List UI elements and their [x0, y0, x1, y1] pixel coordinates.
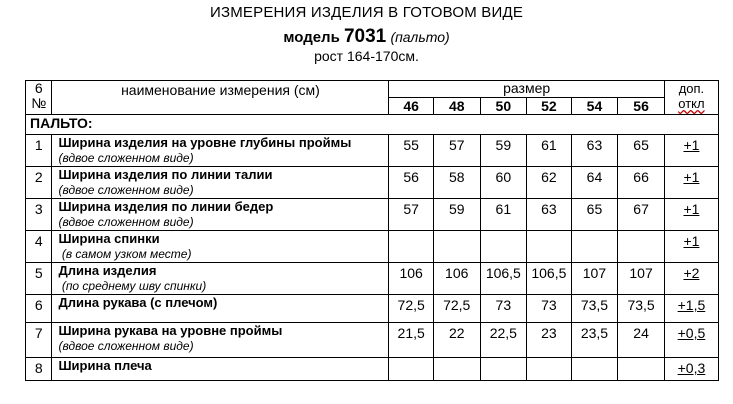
- value-cell-size-50: 61: [480, 199, 527, 231]
- measurement-name-cell: [52, 231, 389, 263]
- measurement-name-cell: [52, 167, 389, 199]
- measurement-name: Ширина изделия по линии бедер: [58, 199, 274, 214]
- header-num-bottom: №: [31, 95, 47, 111]
- header-tolerance-top: доп.: [678, 81, 705, 96]
- row-number: 3: [26, 199, 52, 231]
- tolerance-cell: [664, 167, 718, 199]
- value-cell-size-56: 67: [618, 199, 665, 231]
- tolerance-value: +1: [683, 201, 700, 217]
- value-cell-size-52: 73: [527, 295, 572, 323]
- value-cell-size-56: [618, 231, 665, 263]
- value-cell-size-54: [571, 358, 618, 381]
- size-header-52: 52: [527, 98, 572, 115]
- value-cell-size-46: 72,5: [389, 295, 434, 323]
- value-cell-size-48: 57: [433, 135, 480, 167]
- measurement-note: (вдвое сложенном виде): [58, 151, 194, 165]
- value-cell-size-50: 22,5: [480, 323, 527, 358]
- measurement-name-cell: [52, 323, 389, 358]
- measurement-note: (в самом узком месте): [58, 247, 192, 261]
- height-range: рост 164-170см.: [314, 48, 419, 64]
- value-cell-size-56: 65: [618, 135, 665, 167]
- value-cell-size-46: 21,5: [389, 323, 434, 358]
- measurement-name-cell: [52, 295, 389, 323]
- table-row: [26, 323, 719, 358]
- value-cell-size-56: 24: [618, 323, 665, 358]
- table-row: [26, 199, 719, 231]
- value-cell-size-46: 55: [389, 135, 434, 167]
- value-cell-size-56: 107: [618, 263, 665, 295]
- measurement-name: Длина изделия: [58, 263, 157, 278]
- value-cell-size-46: [389, 231, 434, 263]
- table-row: [26, 167, 719, 199]
- value-cell-size-48: 58: [433, 167, 480, 199]
- row-number: 6: [26, 295, 52, 323]
- value-cell-size-52: 62: [527, 167, 572, 199]
- value-cell-size-56: [618, 358, 665, 381]
- size-header-56: 56: [618, 98, 665, 115]
- table-row: [26, 358, 719, 381]
- value-cell-size-52: 106,5: [527, 263, 572, 295]
- value-cell-size-50: [480, 358, 527, 381]
- header-tolerance-bottom: откл: [678, 96, 705, 111]
- value-cell-size-46: 106: [389, 263, 434, 295]
- header-tolerance-cell: [664, 81, 718, 115]
- value-cell-size-50: 73: [480, 295, 527, 323]
- value-cell-size-54: 107: [571, 263, 618, 295]
- model-number: 7031: [343, 26, 387, 47]
- tolerance-value: +1: [683, 233, 700, 249]
- header-name-cell: наименование измерения (см): [52, 81, 389, 115]
- measurement-note: (вдвое сложенном виде): [58, 183, 194, 197]
- value-cell-size-48: [433, 231, 480, 263]
- model-type: (пальто): [390, 29, 450, 45]
- tolerance-value: +1: [683, 169, 700, 185]
- value-cell-size-52: [527, 358, 572, 381]
- value-cell-size-52: [527, 231, 572, 263]
- tolerance-cell: [664, 263, 718, 295]
- measurement-name: Ширина плеча: [58, 358, 152, 373]
- model-label: модель: [283, 29, 340, 46]
- section-title: ПАЛЬТО:: [26, 115, 719, 135]
- value-cell-size-48: 22: [433, 323, 480, 358]
- value-cell-size-50: [480, 231, 527, 263]
- model-line: [0, 26, 733, 48]
- value-cell-size-54: 23,5: [571, 323, 618, 358]
- table-row: [26, 231, 719, 263]
- tolerance-value: +1: [683, 137, 700, 153]
- measurements-table: [25, 80, 719, 381]
- measurement-note: (по среднему шву спинки): [58, 279, 207, 293]
- size-header-54: 54: [571, 98, 618, 115]
- value-cell-size-48: [433, 358, 480, 381]
- value-cell-size-46: 56: [389, 167, 434, 199]
- row-number: 1: [26, 135, 52, 167]
- value-cell-size-54: 64: [571, 167, 618, 199]
- value-cell-size-52: 61: [527, 135, 572, 167]
- value-cell-size-46: [389, 358, 434, 381]
- value-cell-size-54: 73,5: [571, 295, 618, 323]
- value-cell-size-54: [571, 231, 618, 263]
- value-cell-size-54: 63: [571, 135, 618, 167]
- row-number: 8: [26, 358, 52, 381]
- tolerance-cell: [664, 323, 718, 358]
- value-cell-size-50: 60: [480, 167, 527, 199]
- document-title: ИЗМЕРЕНИЯ ИЗДЕЛИЯ В ГОТОВОМ ВИДЕ: [209, 4, 524, 21]
- value-cell-size-56: 66: [618, 167, 665, 199]
- table-row: [26, 263, 719, 295]
- value-cell-size-50: 106,5: [480, 263, 527, 295]
- measurement-name: Ширина изделия на уровне глубины проймы: [58, 135, 352, 150]
- row-number: 7: [26, 323, 52, 358]
- value-cell-size-48: 59: [433, 199, 480, 231]
- tolerance-value: +1,5: [677, 297, 706, 313]
- measurement-name: Длина рукава (с плечом): [58, 295, 218, 310]
- measurement-name: Ширина рукава на уровне проймы: [58, 323, 283, 338]
- size-header-46: 46: [389, 98, 434, 115]
- value-cell-size-54: 65: [571, 199, 618, 231]
- tolerance-cell: [664, 135, 718, 167]
- measurement-name-cell: [52, 263, 389, 295]
- value-cell-size-46: 57: [389, 199, 434, 231]
- value-cell-size-48: 106: [433, 263, 480, 295]
- value-cell-size-48: 72,5: [433, 295, 480, 323]
- measurement-note: (вдвое сложенном виде): [58, 339, 194, 353]
- value-cell-size-52: 63: [527, 199, 572, 231]
- measurement-name-cell: [52, 199, 389, 231]
- row-number: 5: [26, 263, 52, 295]
- tolerance-cell: [664, 295, 718, 323]
- size-header-50: 50: [480, 98, 527, 115]
- measurement-name-cell: [52, 135, 389, 167]
- measurement-name: Ширина спинки: [58, 231, 160, 246]
- value-cell-size-50: 59: [480, 135, 527, 167]
- tolerance-cell: [664, 231, 718, 263]
- header-size-cell: размер: [389, 81, 664, 98]
- header-num-top: 6: [34, 80, 43, 96]
- measurement-name-cell: [52, 358, 389, 381]
- tolerance-value: +2: [683, 265, 700, 281]
- measurement-note: (вдвое сложенном виде): [58, 215, 194, 229]
- value-cell-size-52: 23: [527, 323, 572, 358]
- row-number: 2: [26, 167, 52, 199]
- tolerance-value: +0,5: [677, 325, 706, 341]
- size-header-48: 48: [433, 98, 480, 115]
- table-row: [26, 135, 719, 167]
- row-number: 4: [26, 231, 52, 263]
- tolerance-cell: [664, 199, 718, 231]
- tolerance-value: +0,3: [677, 360, 706, 376]
- table-row: [26, 295, 719, 323]
- header-num-cell: [26, 81, 52, 115]
- tolerance-cell: [664, 358, 718, 381]
- measurement-name: Ширина изделия по линии талии: [58, 167, 273, 182]
- value-cell-size-56: 73,5: [618, 295, 665, 323]
